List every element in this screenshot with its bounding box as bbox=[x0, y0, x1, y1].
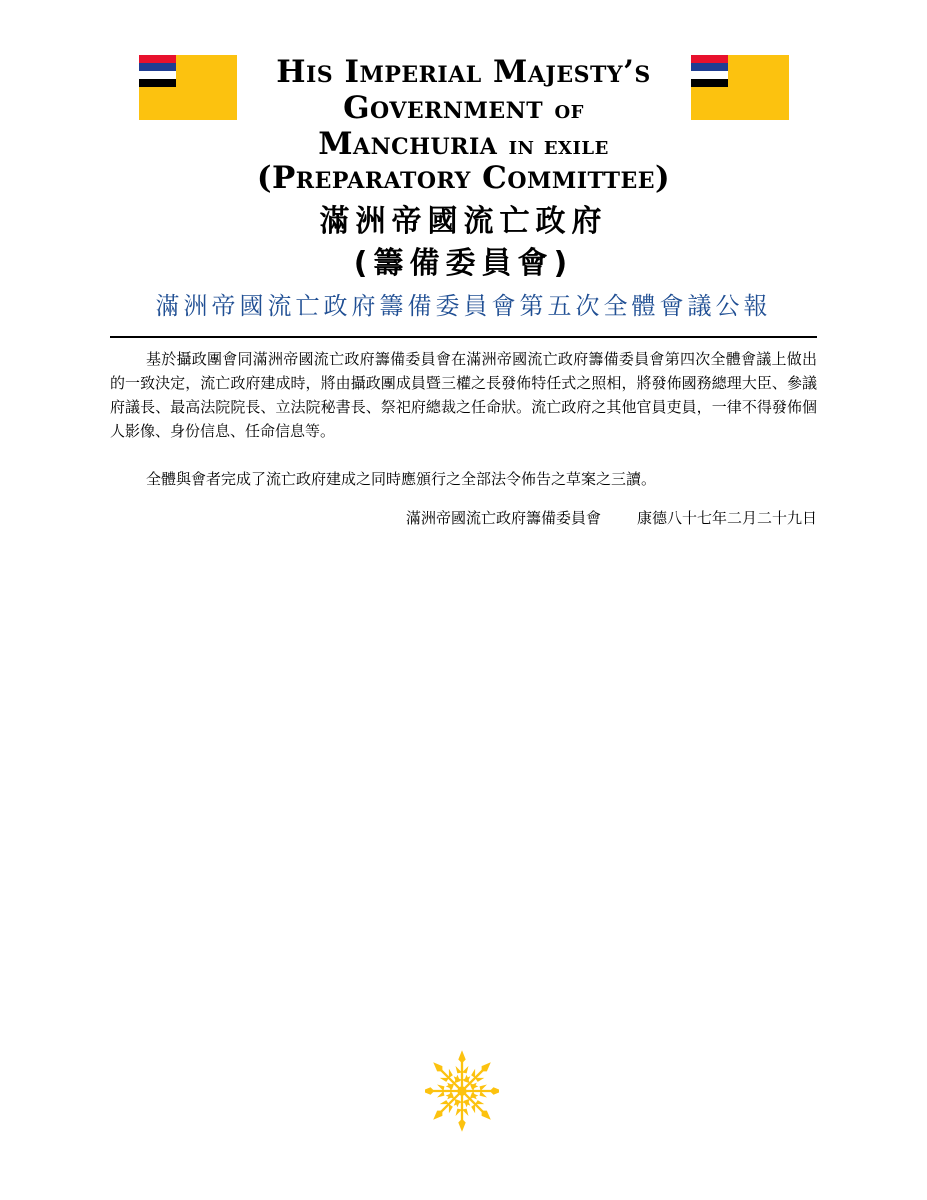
signature-issuer: 滿洲帝國流亡政府籌備委員會 bbox=[405, 509, 601, 527]
orchid-crest-emblem-icon bbox=[425, 1048, 499, 1134]
title-en-line-2 bbox=[230, 90, 697, 127]
title-en-line-1: His Imperial Majesty’s bbox=[276, 54, 651, 90]
bulletin-title: 滿洲帝國流亡政府籌備委員會第五次全體會議公報 bbox=[155, 292, 772, 320]
title-en-government: Government bbox=[343, 90, 544, 126]
title-zh-line-1: 滿洲帝國流亡政府 bbox=[319, 204, 608, 239]
title-zh-line-2: (籌備委員會) bbox=[353, 246, 574, 281]
title-en-in-exile: in exile bbox=[508, 130, 609, 160]
body-paragraph-1: 基於攝政團會同滿洲帝國流亡政府籌備委員會在滿洲帝國流亡政府籌備委員會第四次全體會議上做出的一致決定，流亡政府建成時，將由攝政團成員暨三權之長發佈特任式之照相，將發佈國務總理大臣、參議府議長、最高法院院長、立法院秘書長、祭祀府總裁之任命狀。流亡政府之其他官員吏員，一律不得發佈個人影像、身份信息、任命信息等。 bbox=[110, 350, 817, 440]
title-en-manchuria: Manchuria bbox=[318, 126, 498, 162]
title-en-line-4: (Preparatory Committee) bbox=[256, 160, 671, 196]
signature-line bbox=[406, 506, 817, 530]
title-en-line-3 bbox=[230, 126, 697, 163]
left-flag-icon bbox=[139, 55, 237, 120]
title-en-of: of bbox=[554, 94, 584, 124]
body-paragraph-2: 全體與會者完成了流亡政府建成之同時應頒行之全部法令佈告之草案之三讀。 bbox=[146, 470, 657, 488]
divider-rule bbox=[110, 336, 817, 338]
right-flag-icon bbox=[691, 55, 789, 120]
signature-date: 康德八十七年二月二十九日 bbox=[636, 509, 817, 527]
